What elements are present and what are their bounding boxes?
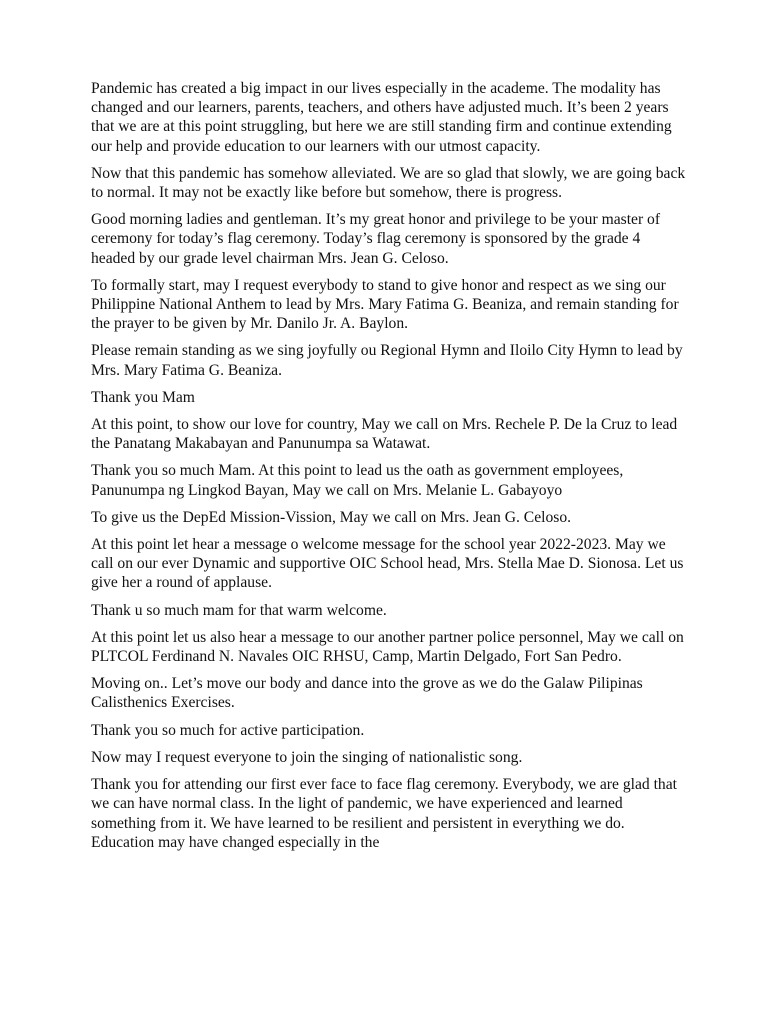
paragraph-intro: Pandemic has created a big impact in our lives especially in the academe. The modality has changed and our learners, parents, teachers, and others have adjusted much. It’s been 2 years that we are at this point struggling, but here we are still standing firm and continue extending our help and provide education to our learners with our utmost capacity. (91, 80, 672, 155)
paragraph-oath: Thank you so much Mam. At this point to lead us the oath as government employees, Panunumpa ng Lingkod Bayan, May we call on Mrs. Melanie L. Gabayoyo (91, 462, 624, 499)
paragraph-alleviated: Now that this pandemic has somehow alleviated. We are so glad that slowly, we are going back to normal. It may not be exactly like before but somehow, there is progress. (91, 164, 686, 202)
paragraph-calisthenics: Moving on.. Let’s move our body and dance into the grove as we do the Galaw Pilipinas Calisthenics Exercises. (91, 675, 643, 712)
paragraph-panatang-makabayan: At this point, to show our love for country, May we call on Mrs. Rechele P. De la Cruz to lead the Panatang Makabayan and Panunumpa sa Watawat. (91, 416, 678, 453)
paragraph-regional-hymn: Please remain standing as we sing joyfully ou Regional Hymn and Iloilo City Hymn to lead by Mrs. Mary Fatima G. Beaniza. (91, 342, 683, 379)
paragraph-thank-you-mam: Thank you Mam (91, 388, 195, 406)
paragraph-nationalistic-song: Now may I request everyone to join the singing of nationalistic song. (91, 748, 523, 766)
paragraph-police-message: At this point let us also hear a message to our another partner police personnel, May we call on PLTCOL Ferdinand N. Navales OIC RHSU, Camp, Martin Delgado, Fort San Pedro. (91, 628, 684, 666)
paragraph-welcome-message: At this point let hear a message o welcome message for the school year 2022-2023. May we call on our ever Dynamic and supportive OIC School head, Mrs. Stella Mae D. Sionosa. Let us give her a round of applause. (91, 536, 684, 592)
paragraph-closing: Thank you for attending our first ever face to face flag ceremony. Everybody, we are glad that we can have normal class. In the light of pandemic, we have experienced and learned something from it. We have learned to be resilient and persistent in everything we do. Education may have changed especially in the (91, 776, 677, 851)
paragraph-thanks-participation: Thank you so much for active participation. (91, 721, 365, 739)
paragraph-national-anthem: To formally start, may I request everybody to stand to give honor and respect as we sing our Philippine National Anthem to lead by Mrs. Mary Fatima G. Beaniza, and remain standing for the prayer to be given by Mr. Danilo Jr. A. Baylon. (91, 276, 679, 333)
paragraph-mission-vision: To give us the DepEd Mission-Vission, May we call on Mrs. Jean G. Celoso. (91, 508, 572, 526)
paragraph-thanks-welcome: Thank u so much mam for that warm welcome. (91, 601, 387, 619)
paragraph-greeting: Good morning ladies and gentleman. It’s my great honor and privilege to be your master of ceremony for today’s flag ceremony. Today’s flag ceremony is sponsored by the grade 4 headed by our grade level chairman Mrs. Jean G. Celoso. (91, 211, 661, 267)
